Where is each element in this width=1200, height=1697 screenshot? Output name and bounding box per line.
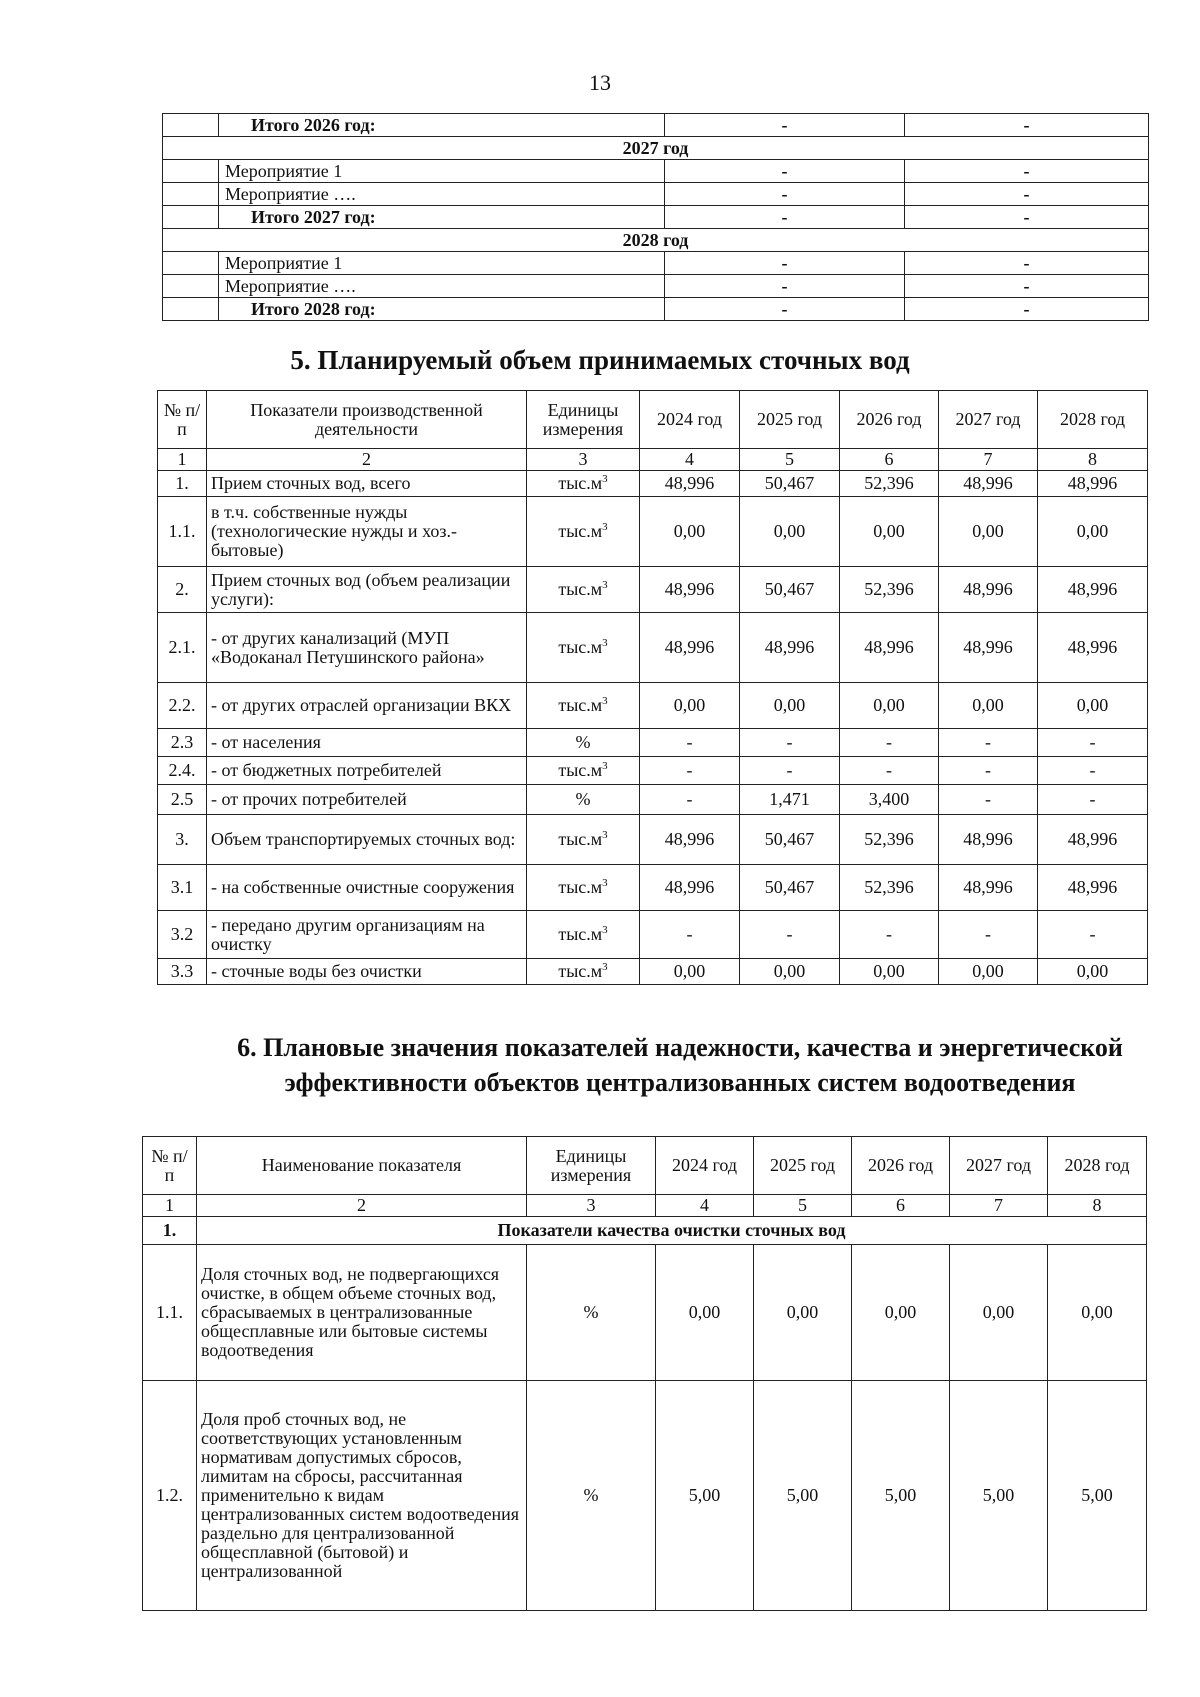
unit: $тыс.м^3$ [527,613,640,683]
value-cell: 48,996 [1038,471,1148,497]
table-row [158,471,1148,497]
row-number: 1.1. [143,1245,197,1381]
row-number: 2.1. [158,613,207,683]
unit: $тыс.м^3$ [527,757,640,785]
value-cell: 5,00 [656,1381,754,1611]
table-row: Итого 2027 год: - - [163,206,1149,229]
value-cell: 3,400 [840,785,939,815]
year-2028-header: 2028 год [163,229,1149,252]
wastewater-volume-table [157,390,1148,985]
table-row [158,959,1148,985]
value-cell: - [939,785,1038,815]
indicator-name: - на собственные очистные сооружения [207,865,527,911]
value-cell: 48,996 [939,567,1038,613]
group-row: 1. Показатели качества очистки сточных вод [143,1217,1147,1245]
value-cell: - [939,729,1038,757]
value-cell: 5,00 [754,1381,852,1611]
indicator-name: - от бюджетных потребителей [207,757,527,785]
value-cell: 5,00 [950,1381,1048,1611]
indicator-name: Доля проб сточных вод, не соответствующих установленным нормативам допустимых сбросов, лимитам на сбросы, рассчитанная применительно к видам централизованных систем водоотведения раздельно для централизованной общесплавной (бытовой) и централизованной [197,1381,527,1611]
value-cell: - [1038,757,1148,785]
row-number: 3.1 [158,865,207,911]
table-row: Мероприятие …. - - [163,183,1149,206]
value-cell: - [640,729,740,757]
table-row [158,911,1148,959]
total-2027-label: Итого 2027 год: [219,206,665,229]
value-cell: 48,996 [939,613,1038,683]
table-row [158,613,1148,683]
value-cell: 0,00 [1048,1245,1147,1381]
value-cell: 48,996 [640,567,740,613]
value-cell: 0,00 [840,959,939,985]
value-cell: 48,996 [740,613,840,683]
table-row [158,729,1148,757]
value-cell: 48,996 [1038,865,1148,911]
table-row [158,815,1148,865]
value-cell: 0,00 [640,683,740,729]
value-cell: - [1038,911,1148,959]
table-row: Итого 2028 год: - - [163,298,1149,321]
value-cell: 48,996 [939,815,1038,865]
reliability-indicators-table [142,1136,1147,1611]
table-row [143,1245,1147,1381]
indicator-name: в т.ч. собственные нужды (технологические нужды и хоз.-бытовые) [207,497,527,567]
value-cell: - [740,911,840,959]
value-cell: 0,00 [939,959,1038,985]
value-cell: 48,996 [640,865,740,911]
row-number: 1. [158,471,207,497]
table-row [158,785,1148,815]
value-cell: 48,996 [939,865,1038,911]
plan-measures-table [162,113,1149,321]
total-2028-label: Итого 2028 год: [219,298,665,321]
value-cell: - [1038,729,1148,757]
value-cell: 0,00 [939,497,1038,567]
year-2027-header: 2027 год [163,137,1149,160]
table-row: Мероприятие …. - - [163,275,1149,298]
value-cell: 0,00 [640,497,740,567]
total-2026-label: Итого 2026 год: [219,114,665,137]
header-row: № п/п Наименование показателя Единицы измерения 2024 год 2025 год 2026 год 2027 год 2028 год [143,1137,1147,1195]
value-cell: 0,00 [656,1245,754,1381]
value-cell: 48,996 [840,613,939,683]
value-cell: 48,996 [939,471,1038,497]
table-row: Итого 2026 год: - - [163,114,1149,137]
value-cell: 52,396 [840,471,939,497]
indicator-name: Прием сточных вод, всего [207,471,527,497]
unit: $тыс.м^3$ [527,865,640,911]
value-cell: - [939,911,1038,959]
unit: % [527,729,640,757]
value-cell: 5,00 [1048,1381,1147,1611]
table-row [143,1381,1147,1611]
header-row: № п/п Показатели производственной деятельности Единицы измерения 2024 год 2025 год 2026 год 2027 год 2028 год [158,391,1148,449]
value-cell: 0,00 [950,1245,1048,1381]
value-cell: 50,467 [740,471,840,497]
unit: % [527,1245,656,1381]
value-cell: 1,471 [740,785,840,815]
unit: $тыс.м^3$ [527,497,640,567]
value-cell: 0,00 [840,683,939,729]
indicator-name: - сточные воды без очистки [207,959,527,985]
value-cell: 50,467 [740,865,840,911]
row-number: 2.4. [158,757,207,785]
value-cell: 0,00 [740,683,840,729]
page-number: 13 [589,70,611,95]
row-number: 1.2. [143,1381,197,1611]
table-row [158,683,1148,729]
row-number: 2.3 [158,729,207,757]
value-cell: 48,996 [640,471,740,497]
table-row [163,137,1149,160]
value-cell: 0,00 [939,683,1038,729]
value-cell: - [640,757,740,785]
table-row [158,757,1148,785]
value-cell: 52,396 [840,567,939,613]
column-number-row: 1 2 3 4 5 6 7 8 [158,449,1148,471]
value-cell: 48,996 [640,613,740,683]
value-cell: 0,00 [1038,683,1148,729]
table-row [163,229,1149,252]
unit: % [527,785,640,815]
indicator-name: Прием сточных вод (объем реализации услуги): [207,567,527,613]
value-cell: 0,00 [1038,497,1148,567]
unit: $тыс.м^3$ [527,959,640,985]
table-row [158,567,1148,613]
value-cell: 48,996 [1038,613,1148,683]
value-cell: 0,00 [852,1245,950,1381]
unit: $тыс.м^3$ [527,471,640,497]
value-cell: - [1038,785,1148,815]
value-cell: 0,00 [754,1245,852,1381]
column-number-row: 1 2 3 4 5 6 7 8 [143,1195,1147,1217]
row-number: 3.3 [158,959,207,985]
value-cell: 0,00 [1038,959,1148,985]
value-cell: - [939,757,1038,785]
unit: $тыс.м^3$ [527,683,640,729]
row-number: 3. [158,815,207,865]
value-cell: 0,00 [840,497,939,567]
row-number: 2.5 [158,785,207,815]
indicator-name: - передано другим организациям на очистку [207,911,527,959]
value-cell: - [840,911,939,959]
row-number: 2. [158,567,207,613]
value-cell: 0,00 [640,959,740,985]
value-cell: 0,00 [740,959,840,985]
indicator-name: - от других отраслей организации ВКХ [207,683,527,729]
indicator-name: - от населения [207,729,527,757]
indicator-name: - от других канализаций (МУП «Водоканал Петушинского района» [207,613,527,683]
table-row [158,497,1148,567]
indicator-name: Доля сточных вод, не подвергающихся очистке, в общем объеме сточных вод, сбрасываемых в централизованные общесплавные или бытовые системы водоотведения [197,1245,527,1381]
value-cell: 5,00 [852,1381,950,1611]
value-cell: - [640,785,740,815]
unit: $тыс.м^3$ [527,815,640,865]
value-cell: - [740,729,840,757]
unit: $тыс.м^3$ [527,567,640,613]
table-row: Мероприятие 1 - - [163,160,1149,183]
section-5-heading: 5. Планируемый объем принимаемых сточных вод [290,345,910,375]
value-cell: 48,996 [640,815,740,865]
value-cell: 52,396 [840,865,939,911]
unit: $тыс.м^3$ [527,911,640,959]
value-cell: 48,996 [1038,567,1148,613]
table-row: Мероприятие 1 - - [163,252,1149,275]
unit: % [527,1381,656,1611]
value-cell: - [740,757,840,785]
value-cell: - [640,911,740,959]
value-cell: - [840,729,939,757]
section-6-heading: 6. Плановые значения показателей надежности, качества и энергетической эффективности объектов централизованных систем водоотведения [237,1033,1123,1097]
value-cell: 50,467 [740,815,840,865]
row-number: 1.1. [158,497,207,567]
table-row [158,865,1148,911]
indicator-name: Объем транспортируемых сточных вод: [207,815,527,865]
value-cell: 48,996 [1038,815,1148,865]
value-cell: 0,00 [740,497,840,567]
value-cell: - [840,757,939,785]
indicator-name: - от прочих потребителей [207,785,527,815]
row-number: 2.2. [158,683,207,729]
value-cell: 50,467 [740,567,840,613]
group-title: Показатели качества очистки сточных вод [197,1217,1147,1245]
row-number: 3.2 [158,911,207,959]
value-cell: 52,396 [840,815,939,865]
